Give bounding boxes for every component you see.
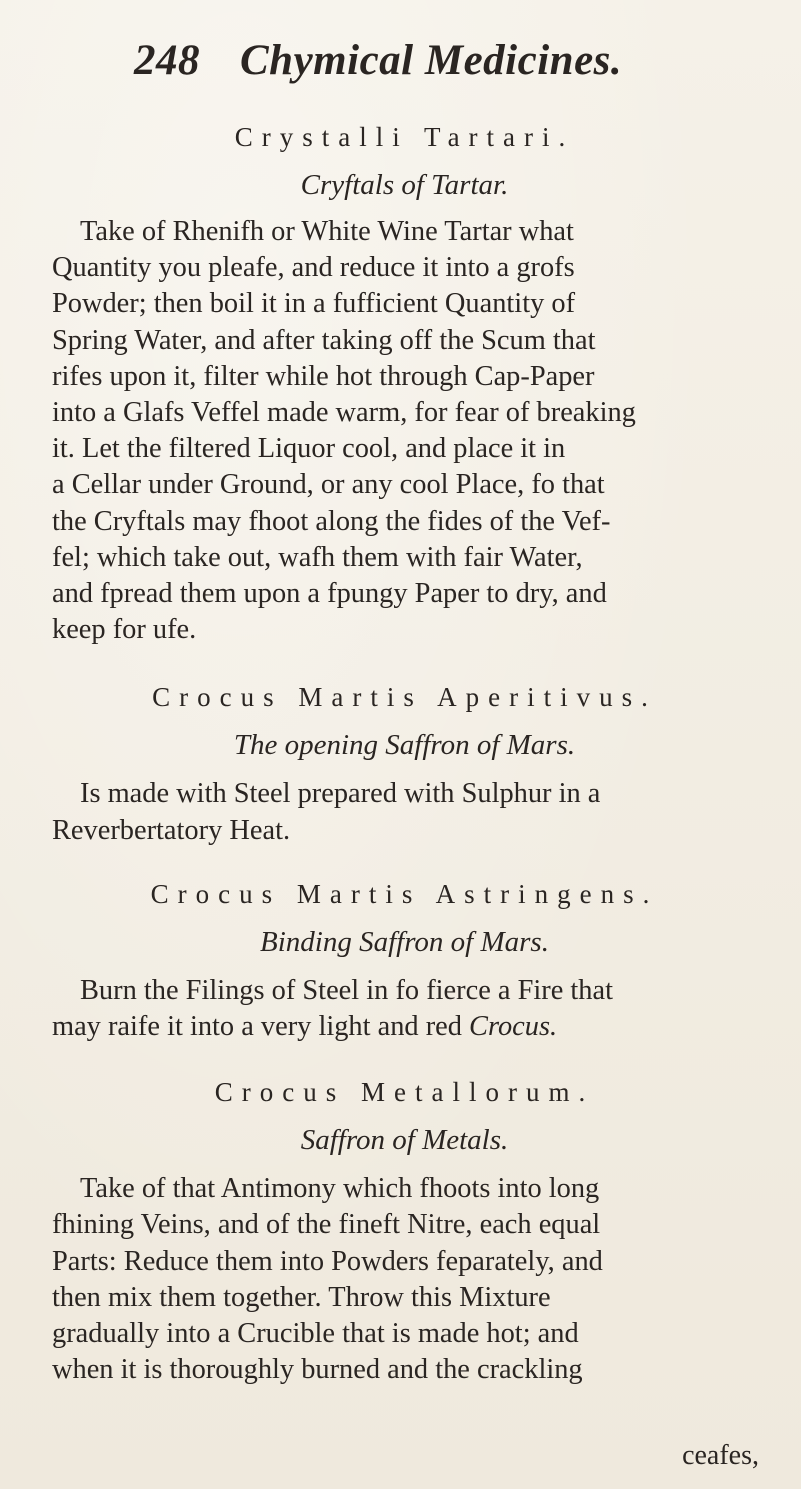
text-line: then mix them together. Throw this Mixture <box>52 1281 551 1313</box>
text-line: Burn the Filings of Steel in fo fierce a Fire that <box>80 974 613 1006</box>
text-line: Parts: Reduce them into Powders feparately, and <box>52 1245 603 1277</box>
page-title: Chymical Medicines. <box>240 37 623 84</box>
text-line: Powder; then boil it in a fufficient Quantity of <box>52 288 576 320</box>
text-line: Is made with Steel prepared with Sulphur in a <box>80 778 601 810</box>
section-paragraph <box>52 1171 757 1388</box>
section-subheading: Cryftals of Tartar. <box>300 169 509 201</box>
section-paragraph <box>52 214 757 648</box>
text-line-segment: may raife it into a very light and red Crocus. <box>52 1011 558 1043</box>
text-line: it. Let the filtered Liquor cool, and place it in <box>52 433 566 465</box>
text-line <box>52 1009 757 1045</box>
italic-word: Crocus. <box>469 1011 558 1043</box>
section-heading: Crocus Martis Aperitivus. <box>152 682 657 713</box>
section-subheading: Binding Saffron of Mars. <box>260 925 549 958</box>
section-paragraph <box>52 973 757 1045</box>
text-line: the Cryftals may fhoot along the fides of the Vef- <box>52 505 611 537</box>
text-line: Reverbertatory Heat. <box>52 814 291 846</box>
section-subheading: The opening Saffron of Mars. <box>233 729 576 762</box>
text-line: a Cellar under Ground, or any cool Place, fo that <box>52 469 605 501</box>
section-heading: Crocus Metallorum. <box>214 1077 595 1108</box>
text-line: when it is thoroughly burned and the crackling <box>52 1354 583 1386</box>
text-line: Quantity you pleafe, and reduce it into a grofs <box>52 252 575 284</box>
text-line: gradually into a Crucible that is made hot; and <box>52 1318 579 1350</box>
section-heading: Crystalli Tartari. <box>234 122 575 152</box>
section-subheading: Saffron of Metals. <box>300 1124 509 1157</box>
section-heading: Crocus Martis Astringens. <box>150 878 659 909</box>
text-line: keep for ufe. <box>52 614 197 646</box>
text-line: Take of that Antimony which fhoots into long <box>80 1173 600 1205</box>
page-body <box>52 120 757 1388</box>
text-line: Take of Rhenifh or White Wine Tartar what <box>80 216 574 247</box>
text-line: fel; which take out, wafh them with fair Water, <box>52 541 583 573</box>
page-number: 248 <box>134 37 200 84</box>
section-paragraph <box>52 776 757 848</box>
text-line: rifes upon it, filter while hot through Cap-Paper <box>52 360 595 392</box>
text-line: Spring Water, and after taking off the Scum that <box>52 324 596 356</box>
text-line: into a Glafs Veffel made warm, for fear of breaking <box>52 397 636 429</box>
running-head <box>134 36 623 85</box>
catchword: ceafes, <box>682 1440 759 1471</box>
text-line: and fpread them upon a fpungy Paper to dry, and <box>52 578 607 610</box>
text-line: fhining Veins, and of the fineft Nitre, each equal <box>52 1209 601 1241</box>
